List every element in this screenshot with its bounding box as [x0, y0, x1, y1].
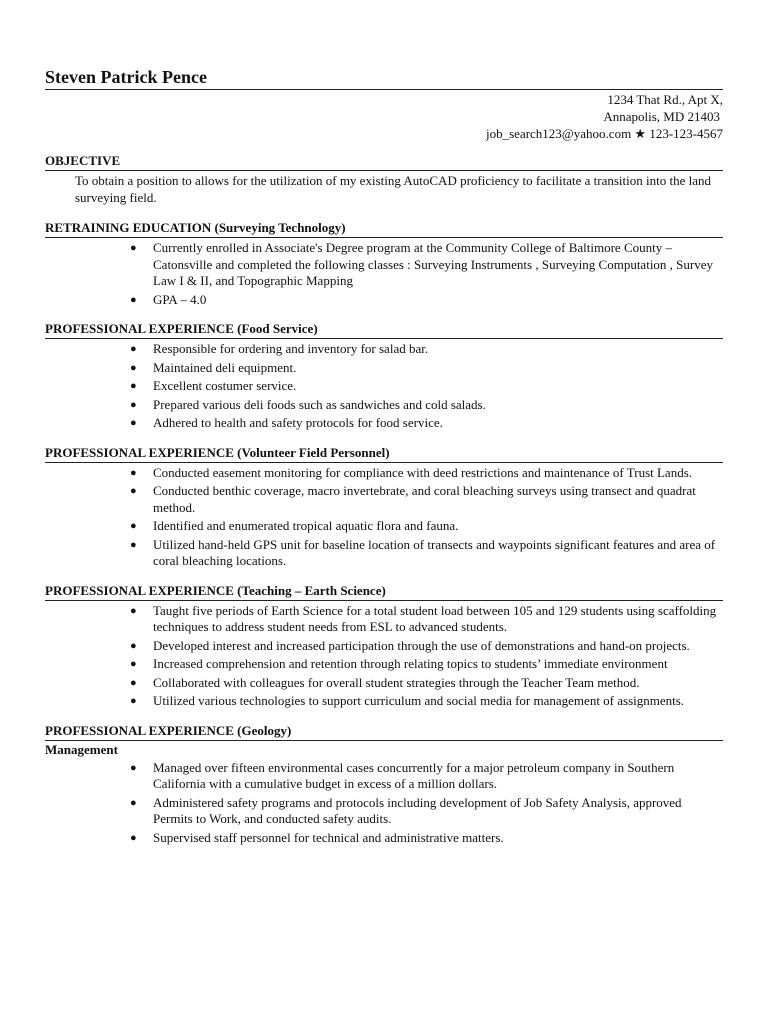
list-item-text: Managed over fifteen environmental cases concurrently for a major petroleum company in Southern California with a cumulative budget in excess of a million dollars. [153, 759, 675, 791]
list-item [130, 536, 723, 570]
bullet-icon: ● [130, 361, 137, 374]
food-service-section [45, 321, 723, 432]
list-item-text: Utilized hand-held GPS unit for baseline location of transects and waypoints significant features and area of coral bleaching locations. [153, 536, 716, 568]
bullet-icon: ● [130, 538, 137, 551]
volunteer-list [45, 465, 723, 570]
objective-heading: OBJECTIVE [45, 153, 723, 171]
list-item-text: Conducted benthic coverage, macro invertebrate, and coral bleaching surveys using transect and quadrat method. [153, 483, 696, 515]
list-item [130, 674, 723, 692]
bullet-icon: ● [130, 485, 137, 497]
resume-name: Steven Patrick Pence [45, 66, 723, 90]
list-item-text: Conducted easement monitoring for compliance with deed restrictions and maintenance of Trust Lands. [153, 464, 693, 480]
bullet-icon: ● [130, 343, 137, 355]
list-item-text: Adhered to health and safety protocols for food service. [153, 415, 443, 430]
teaching-section [45, 583, 723, 710]
list-item [130, 518, 723, 535]
bullet-icon: ● [130, 695, 137, 707]
list-item-text: Collaborated with colleagues for overall student strategies through the Teacher Team method. [153, 674, 640, 690]
resume-page [45, 66, 723, 848]
list-item-text: Maintained deli equipment. [153, 359, 297, 375]
bullet-icon: ● [130, 831, 137, 844]
list-item-text: GPA – 4.0 [153, 291, 207, 307]
list-item [130, 464, 723, 482]
list-item [130, 291, 723, 309]
list-item-text: Currently enrolled in Associate's Degree program at the Community College of Baltimore County – Catonsville and completed the following classes : Surveying Instruments , Surveying Computation , Survey Law I & II, and Topographic Mapping [153, 240, 714, 288]
list-item-text: Identified and enumerated tropical aquatic flora and fauna. [153, 518, 459, 533]
bullet-icon: ● [130, 761, 137, 774]
management-subheading: Management [45, 741, 118, 757]
geology-heading: PROFESSIONAL EXPERIENCE (Geology) [45, 723, 723, 741]
list-item [130, 359, 723, 377]
list-item [130, 240, 723, 290]
list-item [130, 483, 723, 516]
list-item [130, 637, 723, 655]
list-item-text: Responsible for ordering and inventory for salad bar. [153, 341, 429, 356]
volunteer-section [45, 445, 723, 570]
list-item-text: Utilized various technologies to support curriculum and social media for management of assignments. [153, 693, 685, 708]
bullet-icon: ● [130, 676, 137, 689]
list-item [130, 656, 723, 673]
list-item [130, 415, 723, 432]
objective-text: To obtain a position to allows for the utilization of my existing AutoCAD proficiency to facilitate a transition into the land surveying field. [75, 173, 711, 205]
bullet-icon: ● [130, 242, 137, 254]
bullet-icon: ● [130, 417, 137, 429]
bullet-icon: ● [130, 639, 137, 652]
contact-block [45, 91, 723, 142]
list-item-text: Prepared various deli foods such as sandwiches and cold salads. [153, 396, 486, 412]
list-item [130, 602, 723, 636]
list-item [130, 794, 723, 828]
geology-section [45, 723, 723, 847]
list-item [130, 396, 723, 414]
address-line-2: Annapolis, MD 21403 [603, 109, 720, 124]
bullet-icon: ● [130, 520, 137, 532]
objective-section [45, 153, 723, 206]
list-item-text: Administered safety programs and protocols including development of Job Safety Analysis, approved Permits to Work, and conducted safety audits. [153, 794, 682, 826]
food-service-list [45, 341, 723, 432]
bullet-icon: ● [130, 796, 137, 809]
bullet-icon: ● [130, 466, 137, 479]
list-item [130, 693, 723, 710]
list-item [130, 341, 723, 358]
list-item [130, 378, 723, 395]
list-item-text: Increased comprehension and retention through relating topics to students’ immediate environment [153, 656, 668, 671]
list-item [130, 759, 723, 793]
bullet-icon: ● [130, 604, 137, 617]
list-item-text: Taught five periods of Earth Science for a total student load between 105 and 129 students using scaffolding techniques to address student needs from ESL to advanced students. [153, 602, 717, 634]
email-phone-line: job_search123@yahoo.com ★ 123-123-4567 [486, 126, 723, 141]
volunteer-heading: PROFESSIONAL EXPERIENCE (Volunteer Field Personnel) [45, 445, 723, 463]
bullet-icon: ● [130, 398, 137, 411]
education-section [45, 220, 723, 308]
list-item-text: Supervised staff personnel for technical and administrative matters. [153, 829, 504, 845]
teaching-heading: PROFESSIONAL EXPERIENCE (Teaching – Earth Science) [45, 583, 723, 601]
geology-list [45, 760, 723, 847]
list-item-text: Excellent costumer service. [153, 378, 297, 393]
teaching-list [45, 603, 723, 710]
address-line-1: 1234 That Rd., Apt X, [607, 92, 723, 107]
bullet-icon: ● [130, 380, 137, 392]
food-service-heading: PROFESSIONAL EXPERIENCE (Food Service) [45, 321, 723, 339]
list-item-text: Developed interest and increased participation through the use of demonstrations and hand-on projects. [153, 637, 690, 653]
education-list [45, 240, 723, 308]
bullet-icon: ● [130, 293, 137, 306]
bullet-icon: ● [130, 658, 137, 670]
list-item [130, 829, 723, 847]
education-heading: RETRAINING EDUCATION (Surveying Technology) [45, 220, 723, 238]
